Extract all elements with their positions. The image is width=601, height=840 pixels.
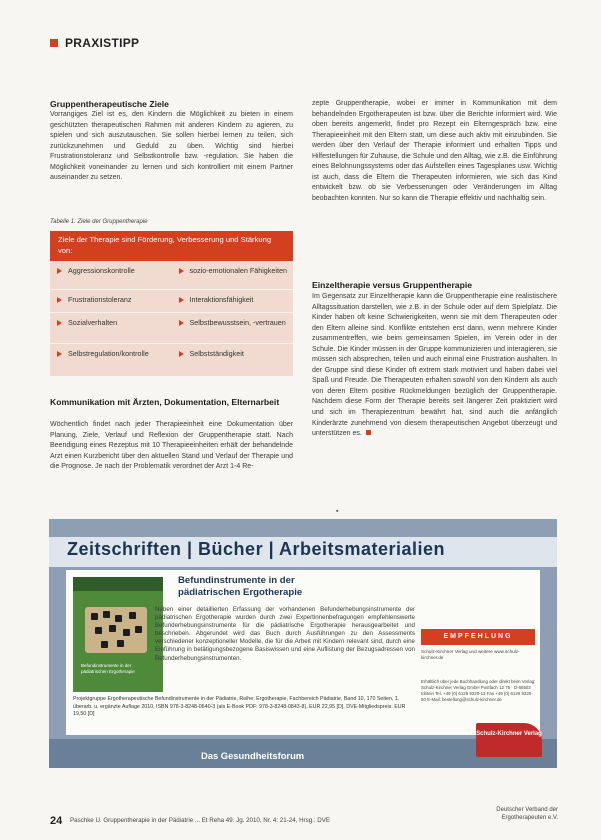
- table-row: [50, 261, 293, 290]
- bullet-arrow-icon: [57, 268, 62, 274]
- bullet-arrow-icon: [179, 268, 184, 274]
- bullet-arrow-icon: [57, 297, 62, 303]
- footer-citation: Paschke U. Gruppentherapie in der Pädiatrie ... Et Reha 49. Jg. 2010, Nr. 4: 21-24, Hrsg.: DVE: [70, 817, 331, 824]
- ad-forum-label: Das Gesundheitsforum: [201, 750, 305, 761]
- recommendation-subtext: Schulz-Kirchner Verlag und weitere www.schulz-kirchner.de: [421, 649, 520, 660]
- section-marker: [50, 39, 58, 47]
- bullet-arrow-icon: [179, 351, 184, 357]
- bullet-arrow-icon: [179, 320, 184, 326]
- table-cell: sozio-emotionalen Fähigkeiten: [172, 261, 294, 289]
- table-row: [50, 313, 293, 344]
- table-row: [50, 344, 293, 376]
- ad-band-title: Zeitschriften | Bücher | Arbeitsmaterialien: [67, 539, 446, 559]
- paragraph-group-goals: Vorrangiges Ziel ist es, den Kindern die Möglichkeit zu bieten in einem geschützten therapeutischen Rahmen mit anderen Kindern zu agieren, zu spielen und sich auszutauschen. Sie sollen hierbei lernen zu teilen, sich zurückzunehmen und Geduld zu üben. Wichtig sind hierbei Frustrationstoleranz und Selbstkontrolle bzw. -regulation. Sie haben die Möglichkeit voneinander zu lernen und sich kontrolliert mit einem Partner auseinander zu setzen.: [50, 111, 293, 182]
- table-cell: Interaktionsfähigkeit: [172, 290, 294, 312]
- paragraph-continuation: zepte Gruppentherapie, wobei er immer in Kommunikation mit dem behandelnden Ergotherapeuten ist bzw. über die Berichte informiert wird. Wie oben bereits angemerkt, findet pro Rezept ein Elterngespräch bzw. eine Therapieeinheit mit den Eltern statt, um diese auch aktiv mit einzubinden. Sie werden über den Verlauf der Therapie informiert und erhalten Tipps und Hilfestellungen für Zuhause, die Schule und den Alltag, wie z.B. die Einführung eines Belohnungssystems oder das Aufstellen eines Tagesplanes usw. Wichtig ist auch, dass die Eltern die Therapeuten informieren, wie sich das Kind entwickelt bzw. ob sie Verbesserungen oder Veränderungen im Alltag beobachten konnten. Nur so kann die Therapie effektiv und nachhaltig sein.: [312, 100, 557, 202]
- paragraph-communication: Wöchentlich findet nach jeder Therapieeinheit eine Dokumentation über Planung, Ziele, Verlauf und Reflexion der Gruppentherapie statt. Nach Beendigung eines Rezeptus mit 10 Therapieeinheiten erhält der behandelnde Arzt einen Kurzbericht über den aktuellen Stand und Verlauf der Therapie und die Prognose. Je nach der Problematik verordnet der Arzt 1-4 Re-: [50, 421, 293, 471]
- section-tag: PRAXISTIPP: [50, 36, 139, 50]
- goals-table: [50, 231, 293, 376]
- separator-mark: ▪: [336, 508, 339, 515]
- recommendation-badge: EMPFEHLUNG: [421, 629, 535, 645]
- bullet-arrow-icon: [57, 351, 62, 357]
- table-header: Ziele der Therapie sind Förderung, Verbesserung und Stärkung von:: [50, 231, 293, 261]
- book-bibliography: Projektgruppe Ergotherapeutische Befundinstrumente in der Pädiatrie, Reihe: Ergotherapie, Fachbereich Pädiatrie, Band 10, 170 Seiten, 1. überarb. u. ergänzte Auflage 2010, ISBN 978-3-8248-0640-3 (als E-Book PDF: 978-3-8248-0843-8), EUR 22,95 [D], DVE-Mitgliedspreis: EUR 19,50 [D]: [73, 696, 406, 717]
- table-cell: Selbstregulation/kontrolle: [50, 344, 172, 376]
- bullet-arrow-icon: [179, 297, 184, 303]
- book-cover-title: Befundinstrumente in der pädiatrischen Ergotherapie: [81, 663, 135, 674]
- publisher-logo: Schulz-Kirchner Verlag: [476, 723, 542, 757]
- advertisement: [49, 519, 557, 768]
- article-end-marker: [366, 430, 371, 435]
- table-cell: Selbstbewusstsein, -vertrauen: [172, 313, 294, 343]
- heading-group-goals: Gruppentherapeutische Ziele: [50, 99, 169, 109]
- footer-association: Deutscher Verband der Ergotherapeuten e.V.: [496, 807, 558, 821]
- table-cell: Frustrationstoleranz: [50, 290, 172, 312]
- table-body: [50, 261, 293, 376]
- book-cover-image: [73, 577, 163, 692]
- table-cell: Sozialverhalten: [50, 313, 172, 343]
- table-row: [50, 290, 293, 313]
- bullet-arrow-icon: [57, 320, 62, 326]
- publisher-contact: Erhältlich über jede Buchhandlung oder direkt beim Verlag: Schulz-Kirchner Verlag GmbH Postfach 12 75 · D-65502 Idstein Tel. +49 (0) 6126 9320-13 Fax +49 (0) 6126 9320-50 E-Mail: bestellung@schulz-kirchner.de: [421, 679, 536, 702]
- heading-communication: Kommunikation mit Ärzten, Dokumentation, Elternarbeit: [50, 397, 280, 407]
- table-cell: Selbstständigkeit: [172, 344, 294, 376]
- paragraph-single-vs-group: Im Gegensatz zur Einzeltherapie kann die Gruppentherapie eine realistischere Alltagssituation darstellen, wie z.B. in der Schule oder auf dem Spielplatz. Die Kinder haben oft keine Schwierigkeiten, wenn sie mit dem Therapeuten oder den Eltern alleine sind. Konflikte entstehen erst dann, wenn mehrere Kinder zusammentreffen, wie beim gemeinsamen Spielen, im Verein oder in der Schule. Die Kinder müssen in der Gruppe kommunizieren und interagieren, sie müssen sich absprechen, teilen und auch einmal eine Frustration aushalten. In der Gruppe sind diese Kinder oft extrem stark motiviert und haben dabei viel Spaß und Freude. Die Therapeuten erhalten sowohl von den Kindern als auch von deren Eltern positive Rückmeldungen bezüglich der Gruppentherapie. Nachdem diese Form der Therapie bereits seit längerer Zeit praktiziert wird und sich im Therapiezentrum bewährt hat, sind auch die anfänglich Kinderärzte zunehmend von diesem therapeutischen Angebot überzeugt und unterstützen es.: [312, 293, 557, 438]
- ad-description: Neben einer detaillierten Erfassung der vorhandenen Befunderhebungsinstrumente der pädiatrischen Ergotherapie wurden durch zwei Expertinnenbefragungen empfehlenswerte Befunderhebungsinstrumente für die pädiatrische Ergotherapie herausgearbeitet und beschrieben. Abgerundet wird das Buch durch Ausführungen zu den Assessments verschiedener konzeptioneller Modelle, die für die Arbeit mit Kindern relevant sind, durch eine Einführung in betätigungsbezogene Basiswissen und eine Auflistung der Bezugsadressen von Befunderhebungsinstrumenten.: [155, 606, 415, 662]
- ad-title: Befundinstrumente in der pädiatrischen Ergotherapie: [178, 575, 303, 598]
- page-number: 24: [50, 815, 63, 827]
- table-cell: Aggressionskontrolle: [50, 261, 172, 289]
- heading-single-vs-group: Einzeltherapie versus Gruppentherapie: [312, 280, 472, 290]
- table-caption: Tabelle 1: Ziele der Gruppentherapie: [50, 219, 148, 225]
